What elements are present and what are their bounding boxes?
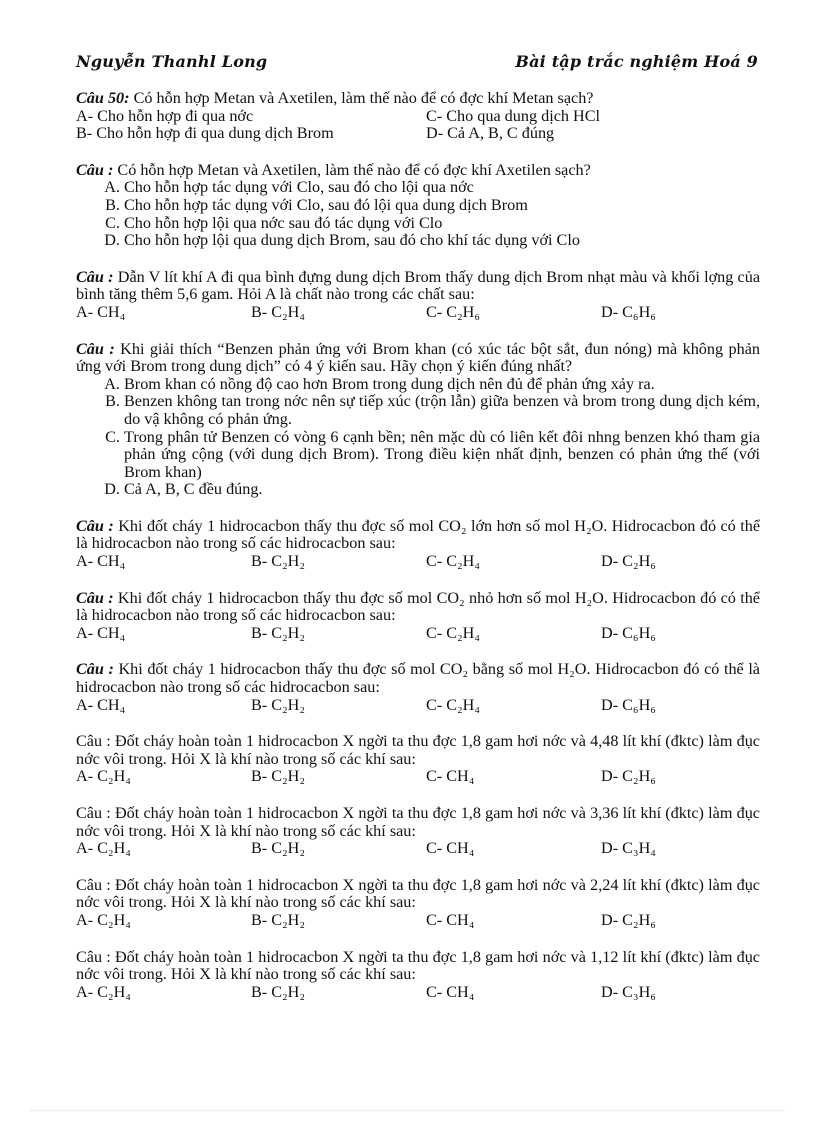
answer-option: A- C₂H₄ (76, 839, 131, 858)
answer-option: A. Brom khan có nồng độ cao hơn Brom trong dung dịch nên đủ để phản ứng xảy ra. (124, 376, 760, 394)
answer-options (76, 304, 760, 322)
answer-option: D- C₆H₆ (601, 302, 656, 321)
question (76, 162, 760, 250)
question-stem (76, 90, 760, 108)
answer-options (76, 625, 760, 643)
question-label: Câu 50: (76, 89, 130, 107)
answer-option: C- C₂H₆ (426, 302, 481, 321)
answer-option: D- C₂H₆ (601, 767, 656, 786)
question-label: Câu : (76, 160, 114, 179)
header-title: Bài tập trắc nghiệm Hoá 9 (515, 52, 758, 71)
question-text: Khi giải thích “Benzen phản ứng với Brom khan (có xúc tác bột sắt, đun nóng) mà không phản ứng với Brom trong dung dịch” có 4 ý kiến sau. Hãy chọn ý kiến đúng nhất? (76, 339, 760, 376)
question (76, 590, 760, 643)
answer-options (76, 984, 760, 1002)
answer-option: B- C₂H₂ (251, 982, 306, 1001)
question-stem (76, 162, 760, 180)
answer-option: B- C₂H₂ (251, 552, 306, 571)
answer-option: C- CH₄ (426, 839, 475, 858)
question-stem (76, 661, 760, 696)
question (76, 269, 760, 322)
question (76, 518, 760, 571)
question-stem: Câu : Đốt cháy hoàn toàn 1 hidrocacbon X ngời ta thu đợc 1,8 gam hơi nớc và 4,48 lít khí (đktc) làm đục nớc vôi trong. Hỏi X là khí nào trong số các khí sau: (76, 732, 760, 768)
answer-option: B- C₂H₂ (251, 767, 306, 786)
question-text: Có hỗn hợp Metan và Axetilen, làm thế nào để có đợc khí Metan sạch? (133, 89, 594, 107)
answer-options (76, 553, 760, 571)
answer-option: A- CH₄ (76, 302, 126, 321)
answer-option: D. Cho hỗn hợp lội qua dung dịch Brom, sau đó cho khí tác dụng với Clo (124, 232, 760, 250)
answer-option: D- C₃H₆ (601, 982, 656, 1001)
question-stem: Câu : Đốt cháy hoàn toàn 1 hidrocacbon X ngời ta thu đợc 1,8 gam hơi nớc và 1,12 lít khí (đktc) làm đục nớc vôi trong. Hỏi X là khí nào trong số các khí sau: (76, 947, 760, 984)
answer-options (76, 376, 760, 499)
answer-options (76, 912, 760, 930)
answer-option: C- C₂H₄ (426, 552, 481, 571)
answer-option: A- C₂H₄ (76, 982, 131, 1001)
question-text: Khi đốt cháy 1 hidrocacbon thấy thu đợc số mol CO₂ nhỏ hơn số mol H₂O. Hidrocacbon đó có thể là hidrocacbon nào trong số các hidrocacbon sau: (76, 588, 760, 625)
answer-option: B- C₂H₄ (251, 302, 306, 321)
question-label: Câu : (76, 339, 115, 358)
question (76, 661, 760, 714)
question-label: Câu : (76, 267, 114, 286)
question (76, 90, 760, 143)
question (76, 733, 760, 786)
question-stem (76, 269, 760, 304)
page-header (76, 52, 758, 71)
answer-option: B. Benzen không tan trong nớc nên sự tiếp xúc (trộn lẫn) giữa benzen và brom trong dung dịch kém, do vậ không có phản ứng. (124, 393, 760, 428)
question-stem: Câu : Đốt cháy hoàn toàn 1 hidrocacbon X ngời ta thu đợc 1,8 gam hơi nớc và 3,36 lít khí (đktc) làm đục nớc vôi trong. Hỏi X là khí nào trong số các khí sau: (76, 804, 760, 840)
question-text: Dẫn V lít khí A đi qua bình đựng dung dịch Brom thấy dung dịch Brom nhạt màu và khối lợng của bình tăng thêm 5,6 gam. Hỏi A là chất nào trong các chất sau: (76, 267, 761, 304)
answer-options (76, 179, 760, 249)
answer-option: A- CH₄ (76, 552, 126, 571)
answer-option: B. Cho hỗn hợp tác dụng với Clo, sau đó lội qua dung dịch Brom (124, 197, 760, 215)
answer-option: C. Trong phân tử Benzen có vòng 6 cạnh bền; nên mặc dù có liên kết đôi nhng benzen khó tham gia phản ứng cộng (với dung dịch Brom). Trong điều kiện nhất định, benzen có phản ứng thế (với Brom khan) (124, 429, 760, 482)
answer-option: A- C₂H₄ (76, 910, 131, 929)
answer-option: A. Cho hỗn hợp tác dụng với Clo, sau đó cho lội qua nớc (124, 179, 760, 197)
answer-option: A- CH₄ (76, 695, 126, 714)
question-label: Câu : (76, 660, 114, 679)
question (76, 877, 760, 930)
answer-options (76, 108, 760, 143)
question (76, 805, 760, 858)
answer-option: A- C₂H₄ (76, 767, 131, 786)
question-text: Khi đốt cháy 1 hidrocacbon thấy thu đợc số mol CO₂ lớn hơn số mol H₂O. Hidrocacbon đó có thể là hidrocacbon nào trong số các hidrocacbon sau: (76, 516, 761, 553)
page-bottom-rule (30, 1110, 786, 1111)
answer-option: B- C₂H₂ (251, 695, 306, 714)
answer-option: C- C₂H₄ (426, 623, 481, 642)
answer-option: B- C₂H₂ (251, 839, 306, 858)
answer-option: C- CH₄ (426, 982, 475, 1001)
answer-options (76, 768, 760, 786)
document-body (76, 90, 760, 1020)
answer-option: D- C₆H₆ (601, 695, 656, 714)
question-stem (76, 341, 760, 376)
answer-option: C- Cho qua dung dịch HCl (426, 106, 601, 125)
answer-option: D. Cả A, B, C đều đúng. (124, 481, 760, 499)
question-stem: Câu : Đốt cháy hoàn toàn 1 hidrocacbon X ngời ta thu đợc 1,8 gam hơi nớc và 2,24 lít khí (đktc) làm đục nớc vôi trong. Hỏi X là khí nào trong số các khí sau: (76, 875, 760, 912)
answer-option: D- Cả A, B, C đúng (426, 124, 555, 143)
answer-option: D- C₃H₄ (601, 839, 656, 858)
answer-option: D- C₂H₆ (601, 910, 656, 929)
question-text: Khi đốt cháy 1 hidrocacbon thấy thu đợc số mol CO₂ bằng số mol H₂O. Hidrocacbon đó có thể là hidrocacbon nào trong số các hidrocacbon sau: (76, 660, 760, 697)
question-label: Câu : (76, 516, 114, 535)
answer-options (76, 840, 760, 858)
question-stem (76, 590, 760, 625)
answer-option: D- C₂H₆ (601, 552, 656, 571)
answer-options (76, 697, 760, 715)
answer-option: D- C₆H₆ (601, 623, 656, 642)
answer-option: C- CH₄ (426, 910, 475, 929)
answer-option: A- CH₄ (76, 623, 126, 642)
answer-option: B- Cho hỗn hợp đi qua dung dịch Brom (76, 124, 334, 143)
question (76, 341, 760, 499)
question-stem (76, 518, 760, 553)
answer-option: C. Cho hỗn hợp lội qua nớc sau đó tác dụng với Clo (124, 215, 760, 233)
answer-option: C- C₂H₄ (426, 695, 481, 714)
header-author: Nguyễn Thanhl Long (76, 52, 268, 71)
question-label: Câu : (76, 588, 114, 607)
answer-option: B- C₂H₂ (251, 623, 306, 642)
question (76, 949, 760, 1002)
answer-option: A- Cho hỗn hợp đi qua nớc (76, 106, 254, 125)
answer-option: B- C₂H₂ (251, 910, 306, 929)
answer-option: C- CH₄ (426, 767, 475, 786)
question-text: Có hỗn hợp Metan và Axetilen, làm thế nào để có đợc khí Axetilen sạch? (117, 160, 591, 179)
